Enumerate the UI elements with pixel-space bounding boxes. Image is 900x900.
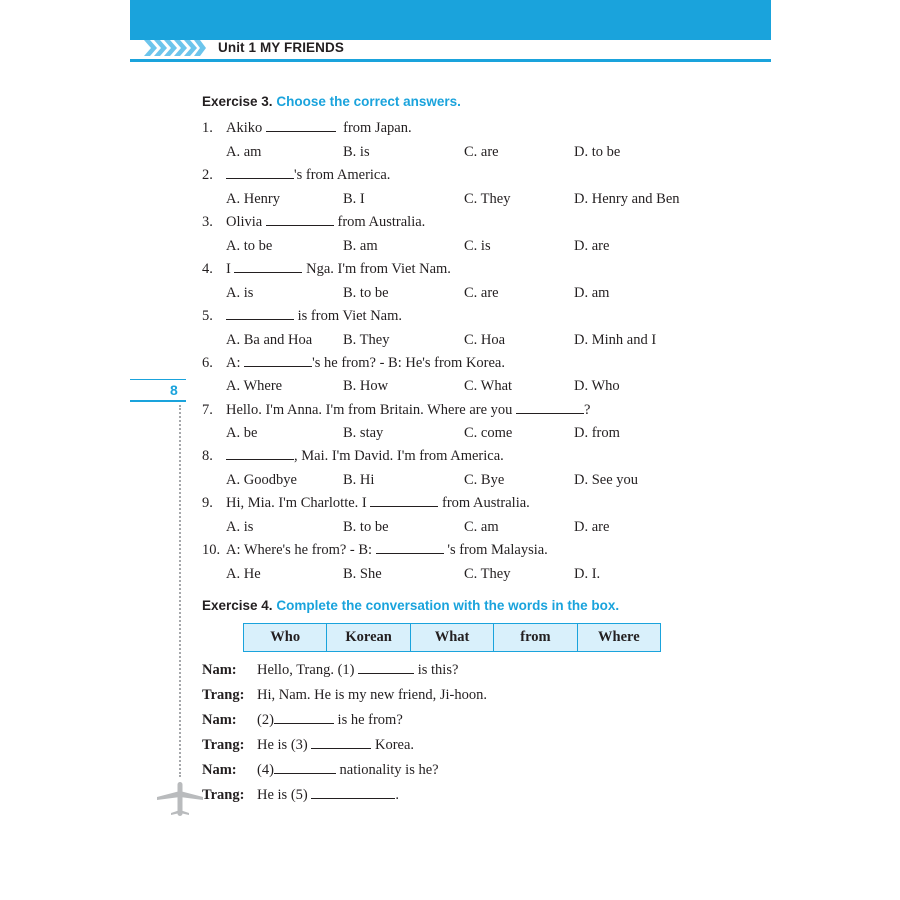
utterance-pre: He is (3) xyxy=(257,737,308,753)
question-text xyxy=(226,118,412,138)
question-text xyxy=(226,212,425,232)
margin-dotted-line xyxy=(179,405,181,777)
option-b[interactable]: B. Hi xyxy=(343,472,375,488)
answer-blank[interactable] xyxy=(266,212,334,226)
question-post: 's from America. xyxy=(294,167,391,183)
option-d[interactable]: D. I. xyxy=(574,566,601,582)
question-text xyxy=(226,540,548,560)
airplane-icon xyxy=(157,782,203,818)
option-c[interactable]: C. am xyxy=(464,519,499,535)
question-text xyxy=(226,306,402,326)
question-pre: Hi, Mia. I'm Charlotte. I xyxy=(226,495,367,511)
option-b[interactable]: B. stay xyxy=(343,425,384,441)
speaker: Nam: xyxy=(202,712,237,728)
option-c[interactable]: C. come xyxy=(464,425,513,441)
speaker: Trang: xyxy=(202,687,245,703)
option-b[interactable]: B. She xyxy=(343,566,382,582)
utterance-pre: Hi, Nam. He is my new friend, Ji-hoon. xyxy=(257,687,487,703)
word-box-item: Who xyxy=(244,624,327,651)
page-number: 8 xyxy=(170,382,178,398)
answer-blank[interactable] xyxy=(311,735,371,749)
answer-blank[interactable] xyxy=(234,259,302,273)
question-text xyxy=(226,446,504,466)
answer-blank[interactable] xyxy=(226,306,294,320)
option-c[interactable]: C. are xyxy=(464,285,499,301)
utterance-post: Korea. xyxy=(375,737,415,753)
option-d[interactable]: D. Minh and I xyxy=(574,332,657,348)
header-rule xyxy=(130,59,771,62)
question-number: 5. xyxy=(202,308,213,324)
question-post: , Mai. I'm David. I'm from America. xyxy=(294,448,504,464)
utterance-pre: (2) xyxy=(257,712,274,728)
utterance-post: . xyxy=(395,787,399,803)
question-post: from Australia. xyxy=(337,214,426,230)
question-number: 10. xyxy=(202,542,221,558)
question-number: 7. xyxy=(202,402,213,418)
option-a[interactable]: A. am xyxy=(226,144,262,160)
option-a[interactable]: A. He xyxy=(226,566,261,582)
utterance xyxy=(257,659,458,681)
option-b[interactable]: B. is xyxy=(343,144,370,160)
word-box-item: from xyxy=(494,624,577,651)
page-number-rule-top xyxy=(130,379,186,380)
answer-blank[interactable] xyxy=(516,400,584,414)
answer-blank[interactable] xyxy=(226,446,294,460)
utterance-pre: He is (5) xyxy=(257,787,308,803)
answer-blank[interactable] xyxy=(244,353,312,367)
option-d[interactable]: D. am xyxy=(574,285,610,301)
answer-blank[interactable] xyxy=(274,710,334,724)
header-band xyxy=(130,0,771,40)
option-a[interactable]: A. is xyxy=(226,519,254,535)
option-d[interactable]: D. from xyxy=(574,425,620,441)
answer-blank[interactable] xyxy=(266,118,336,132)
question-pre: A: xyxy=(226,355,241,371)
utterance xyxy=(257,734,414,756)
question-post: from Japan. xyxy=(343,120,412,136)
question-post: ? xyxy=(584,402,591,418)
unit-title: Unit 1 MY FRIENDS xyxy=(218,40,344,55)
question-pre: Akiko xyxy=(226,120,263,136)
option-d[interactable]: D. are xyxy=(574,238,610,254)
option-c[interactable]: C. Hoa xyxy=(464,332,506,348)
option-c[interactable]: C. They xyxy=(464,191,511,207)
word-box-item: What xyxy=(411,624,494,651)
option-b[interactable]: B. I xyxy=(343,191,365,207)
word-box-item: Korean xyxy=(327,624,410,651)
option-c[interactable]: C. is xyxy=(464,238,491,254)
question-number: 8. xyxy=(202,448,213,464)
question-number: 3. xyxy=(202,214,213,230)
question-pre: Olivia xyxy=(226,214,263,230)
speaker: Trang: xyxy=(202,787,245,803)
utterance-post: is this? xyxy=(417,662,459,678)
unit-header xyxy=(130,40,771,64)
option-b[interactable]: B. to be xyxy=(343,285,389,301)
option-a[interactable]: A. is xyxy=(226,285,254,301)
word-box xyxy=(243,623,661,652)
exercise4-number: Exercise 4. xyxy=(202,598,273,613)
option-c[interactable]: C. What xyxy=(464,378,513,394)
utterance xyxy=(257,684,487,706)
question-post: is from Viet Nam. xyxy=(297,308,402,324)
question-number: 2. xyxy=(202,167,213,183)
word-box-item: Where xyxy=(598,629,640,645)
option-c[interactable]: C. Bye xyxy=(464,472,505,488)
question-post: 's he from? - B: He's from Korea. xyxy=(312,355,505,371)
utterance-pre: Hello, Trang. (1) xyxy=(257,662,355,678)
answer-blank[interactable] xyxy=(358,660,414,674)
question-post: Nga. I'm from Viet Nam. xyxy=(306,261,451,277)
answer-blank[interactable] xyxy=(311,785,395,799)
option-b[interactable]: B. They xyxy=(343,332,390,348)
page-number-rule-bottom xyxy=(130,400,186,402)
question-number: 9. xyxy=(202,495,213,511)
option-a[interactable]: A. Goodbye xyxy=(226,472,297,488)
question-text xyxy=(226,353,505,373)
question-post: 's from Malaysia. xyxy=(447,542,548,558)
option-c[interactable]: C. They xyxy=(464,566,511,582)
exercise3-number: Exercise 3. xyxy=(202,94,273,109)
answer-blank[interactable] xyxy=(370,493,438,507)
option-d[interactable]: D. See you xyxy=(574,472,639,488)
question-text xyxy=(226,400,590,420)
option-b[interactable]: B. to be xyxy=(343,519,389,535)
exercise3-instruction: Choose the correct answers. xyxy=(276,94,461,109)
option-a[interactable]: A. Henry xyxy=(226,191,280,207)
utterance-pre: (4) xyxy=(257,762,274,778)
option-d[interactable]: D. Henry and Ben xyxy=(574,191,680,207)
utterance xyxy=(257,759,439,781)
option-a[interactable]: A. Ba and Hoa xyxy=(226,332,313,348)
speaker: Nam: xyxy=(202,662,237,678)
speaker: Trang: xyxy=(202,737,245,753)
answer-blank[interactable] xyxy=(376,540,444,554)
option-a[interactable]: A. to be xyxy=(226,238,273,254)
answer-blank[interactable] xyxy=(274,760,336,774)
option-a[interactable]: A. Where xyxy=(226,378,283,394)
question-pre: I xyxy=(226,261,231,277)
answer-blank[interactable] xyxy=(226,165,294,179)
question-pre: Hello. I'm Anna. I'm from Britain. Where are you xyxy=(226,402,513,418)
question-number: 6. xyxy=(202,355,213,371)
option-a[interactable]: A. be xyxy=(226,425,258,441)
utterance-post: nationality is he? xyxy=(339,762,439,778)
exercise3-heading xyxy=(202,94,461,109)
question-text xyxy=(226,165,390,185)
option-b[interactable]: B. How xyxy=(343,378,389,394)
chevron-arrows-icon xyxy=(144,40,206,56)
utterance xyxy=(257,709,403,731)
speaker: Nam: xyxy=(202,762,237,778)
exercise4-heading xyxy=(202,598,619,613)
question-number: 4. xyxy=(202,261,213,277)
question-post: from Australia. xyxy=(442,495,530,511)
utterance-post: is he from? xyxy=(337,712,403,728)
utterance xyxy=(257,784,399,806)
option-d[interactable]: D. to be xyxy=(574,144,621,160)
option-d[interactable]: D. Who xyxy=(574,378,620,394)
exercise4-instruction: Complete the conversation with the words in the box. xyxy=(276,598,620,613)
question-number: 1. xyxy=(202,120,213,136)
option-c[interactable]: C. are xyxy=(464,144,499,160)
option-b[interactable]: B. am xyxy=(343,238,378,254)
question-pre: A: Where's he from? - B: xyxy=(226,542,373,558)
question-text xyxy=(226,493,530,513)
question-text xyxy=(226,259,451,279)
option-d[interactable]: D. are xyxy=(574,519,610,535)
